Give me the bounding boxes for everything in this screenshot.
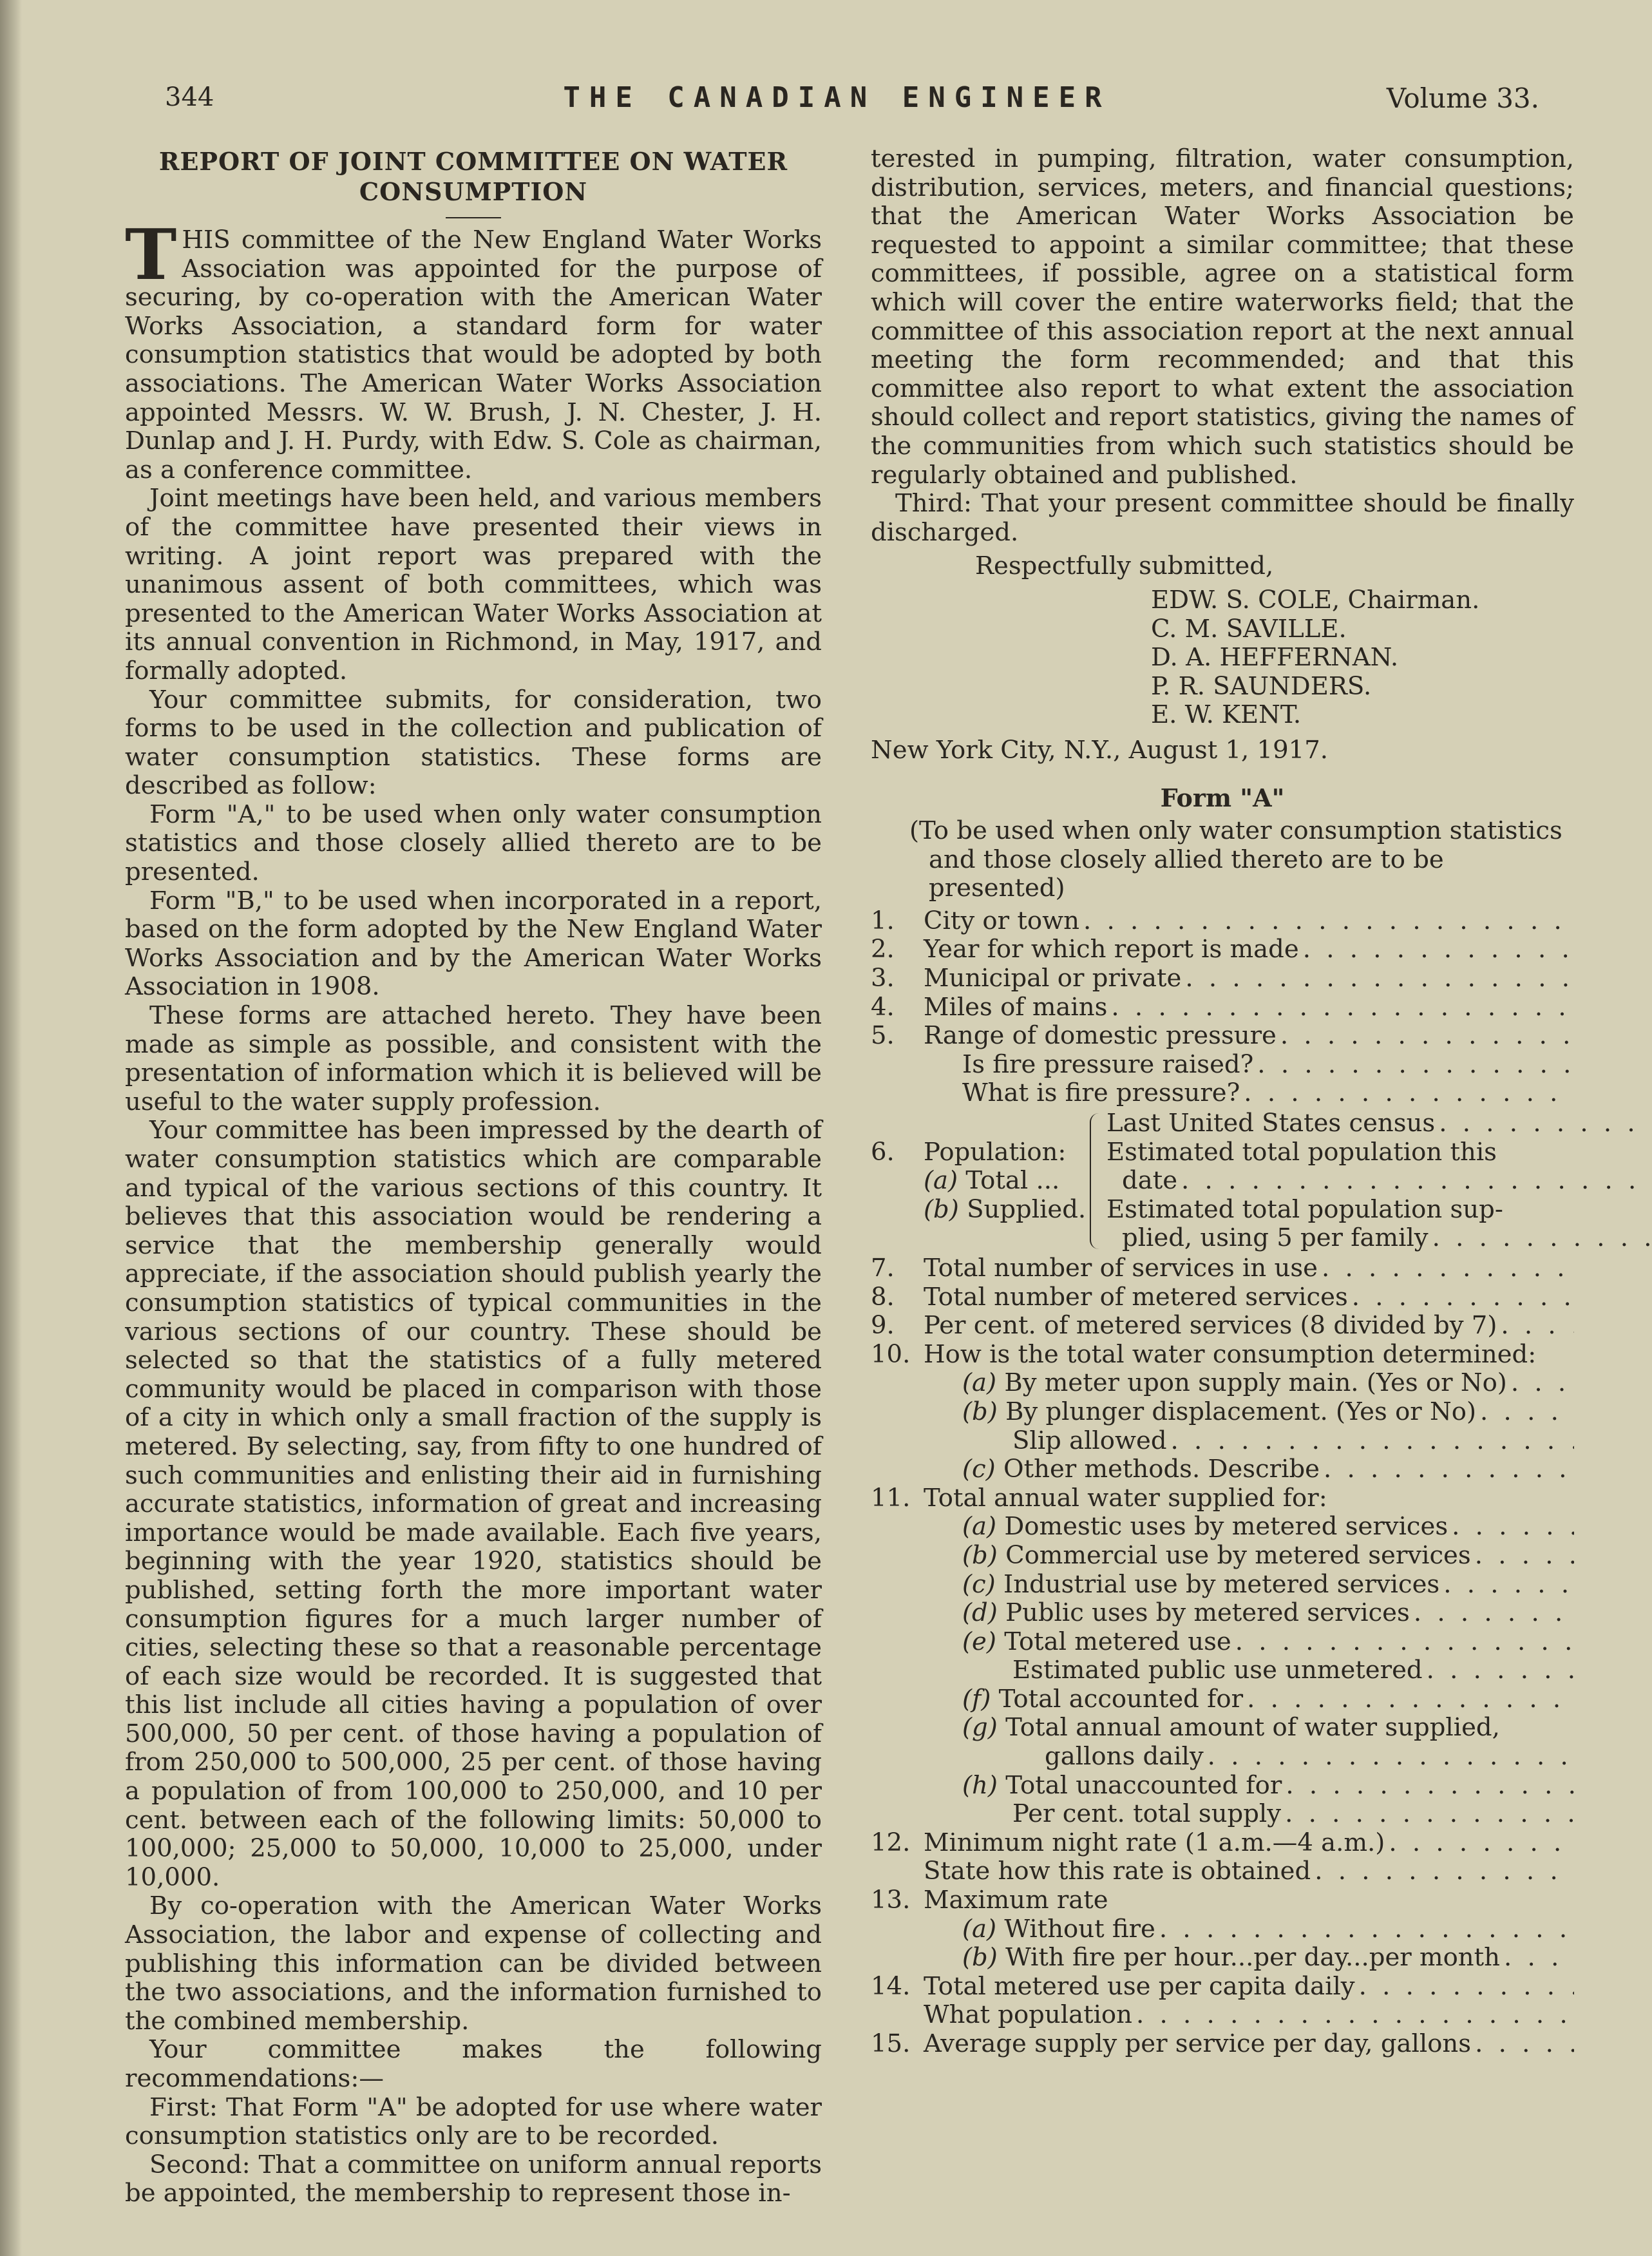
item-label: date bbox=[1122, 1166, 1178, 1196]
form-a-subtitle: (To be used when only water consumption statistics and those closely allied thereto are to be presented) bbox=[909, 816, 1562, 903]
item-tag: (a) bbox=[962, 1914, 997, 1944]
paragraph-2: Joint meetings have been held, and various members of the committee have presented their views in writing. A joint report was prepared with the unanimous assent of both committees, which was presented to the American Water Works Association at its annual convention in Richmond, in May, 1917, and formally adopted. bbox=[125, 484, 822, 685]
leader-dots bbox=[1208, 1743, 1574, 1772]
population-labels bbox=[871, 1109, 1090, 1253]
item-tag: (b) bbox=[962, 1540, 998, 1570]
form-item bbox=[871, 1254, 1574, 1283]
form-subitem bbox=[871, 1800, 1574, 1829]
item-number: 7. bbox=[871, 1253, 895, 1283]
item-number: 14. bbox=[871, 1971, 911, 2001]
journal-title: THE CANADIAN ENGINEER bbox=[563, 81, 1111, 114]
leader-dots bbox=[1443, 1571, 1574, 1600]
item-label: Supplied. bbox=[967, 1194, 1087, 1224]
leader-dots bbox=[1475, 1542, 1574, 1571]
item-label: Domestic uses by metered services bbox=[1004, 1512, 1448, 1542]
leader-dots bbox=[1427, 1656, 1574, 1685]
form-subitem bbox=[871, 1599, 1574, 1628]
form-item bbox=[871, 1341, 1574, 1370]
item-label: Other methods. Describe bbox=[1003, 1455, 1320, 1484]
paragraph-1-text: HIS committee of the New England Water Works Association was appointed for the purpose of securing, by co-operation with the American Water Works Association, a standard form for water consumption statistics that would be adopted by both associations. The American Water Works Association appointed Messrs. W. W. Brush, J. N. Chester, J. H. Dunlap and J. H. Purdy, with Edw. S. Cole as chairman, as a conference committee. bbox=[125, 225, 822, 484]
paragraph-intro bbox=[125, 215, 822, 484]
form-subitem bbox=[871, 1944, 1574, 1973]
leader-dots bbox=[1322, 1254, 1574, 1283]
leader-dots bbox=[1432, 1224, 1652, 1253]
respectfully-submitted: Respectfully submitted, bbox=[975, 551, 1274, 581]
item-label: Estimated total population sup- bbox=[1106, 1194, 1503, 1224]
item-label: Range of domestic pressure bbox=[924, 1021, 1277, 1051]
leader-dots bbox=[1504, 1944, 1574, 1973]
title-line-2: CONSUMPTION bbox=[359, 177, 588, 206]
item-label: With fire per hour...per day...per month bbox=[1005, 1943, 1501, 1973]
dateline: New York City, N.Y., August 1, 1917. bbox=[871, 735, 1328, 765]
paragraph-12: terested in pumping, filtration, water consumption, distribution, services, meters, and financial questions; that the American Water Works Association be requested to appoint a similar committee; that these committees, if possible, agree on a statistical form which will cover the entire waterworks field; that the committee of this association report at the next annual meeting the form recommended; and that this committee also report to what extent the association should collect and report statistics, giving the names of the communities from which such statistics should be regularly obtained and published. bbox=[871, 144, 1574, 490]
item-label: Municipal or private bbox=[924, 964, 1182, 993]
item-number: 1. bbox=[871, 906, 895, 935]
form-subitem bbox=[871, 1051, 1574, 1080]
item-label: Minimum night rate (1 a.m.—4 a.m.) bbox=[924, 1828, 1385, 1857]
brace bbox=[1090, 1113, 1103, 1249]
form-subitem bbox=[871, 1079, 1574, 1108]
form-subitem bbox=[871, 1398, 1574, 1427]
item-label: Total number of services in use bbox=[924, 1253, 1318, 1283]
item-number: 11. bbox=[871, 1483, 911, 1513]
leader-dots bbox=[1280, 1022, 1574, 1051]
item-label: Last United States census bbox=[1106, 1109, 1436, 1138]
page bbox=[22, 0, 1652, 2256]
form-item bbox=[871, 1829, 1574, 1858]
item-tag: (h) bbox=[962, 1770, 998, 1800]
form-subitem bbox=[871, 1455, 1574, 1484]
binding-gutter bbox=[0, 0, 22, 2256]
form-a-title: Form "A" bbox=[1160, 783, 1285, 813]
leader-dots bbox=[1475, 2030, 1574, 2059]
item-label: gallons daily bbox=[1045, 1742, 1204, 1772]
item-label: Total accounted for bbox=[998, 1684, 1244, 1714]
item-tag: (a) bbox=[924, 1166, 958, 1196]
item-label: What population bbox=[924, 2000, 1132, 2030]
item-number: 4. bbox=[871, 992, 895, 1022]
leader-dots bbox=[1286, 1772, 1574, 1801]
item-number: 2. bbox=[871, 935, 895, 964]
item-label: Estimated total population this bbox=[1106, 1137, 1497, 1167]
item-tag: (e) bbox=[962, 1627, 996, 1656]
left-column bbox=[125, 145, 822, 2208]
item-label: Slip allowed bbox=[1012, 1426, 1167, 1455]
title-rule bbox=[446, 217, 501, 218]
paragraph-7: Your committee has been impressed by the dearth of water consumption statistics which are comparable and typical of the various sections of this country. It believes that this association would be rendering a service that the membership generally would appreciate, if the association should publish yearly the consumption statistics of typical communities in the various sections of our country. These should be selected so that the statistics of a fully metered community would be placed in comparison with those of a city in which only a small fraction of the supply is metered. By selecting, say, from fifty to one hundred of such communities and enlisting their aid in furnishing accurate statistics, information of great and increasing importance would be made available. Each five years, beginning with the year 1920, statistics should be published, setting forth the more important water consumption figures for a much larger number of cities, selecting these so that a reasonable percentage of each size would be recorded. It is suggested that this list include all cities having a population of over 500,000, 50 per cent. of those having a population of from 250,000 to 500,000, 25 per cent. of those having a population of from 100,000 to 250,000, and 10 per cent. between each of the following limits: 50,000 to 100,000; 25,000 to 50,000, 10,000 to 25,000, under 10,000. bbox=[125, 1116, 822, 1892]
item-label: Miles of mains bbox=[924, 992, 1108, 1022]
item-label: Total number of metered services bbox=[924, 1282, 1348, 1312]
paragraph-9: Your committee makes the following recommendations:— bbox=[125, 2035, 822, 2093]
form-subitem bbox=[871, 1513, 1574, 1542]
leader-dots bbox=[1235, 1628, 1574, 1657]
item-tag: (c) bbox=[962, 1569, 996, 1599]
item-number: 5. bbox=[871, 1021, 895, 1051]
item-label: Total ... bbox=[965, 1166, 1060, 1196]
leader-dots bbox=[1083, 907, 1574, 936]
item-label: Public uses by metered services bbox=[1005, 1598, 1410, 1628]
item-label: How is the total water consumption determined: bbox=[924, 1339, 1537, 1369]
form-item bbox=[871, 935, 1574, 964]
form-subitem bbox=[871, 1685, 1574, 1714]
item-label: Without fire bbox=[1004, 1914, 1155, 1944]
leader-dots bbox=[1389, 1829, 1574, 1858]
paragraph-8: By co-operation with the American Water Works Association, the labor and expense of collecting and publishing this information can be divided between the two associations, and the information furnished to the combined membership. bbox=[125, 1891, 822, 2036]
leader-dots bbox=[1181, 1167, 1652, 1196]
form-item bbox=[871, 1484, 1574, 1513]
leader-dots bbox=[1244, 1079, 1574, 1108]
item-label: Total metered use bbox=[1004, 1627, 1231, 1656]
paragraph-11: Second: That a committee on uniform annual reports be appointed, the membership to represent those in- bbox=[125, 2150, 822, 2208]
form-item bbox=[871, 1022, 1574, 1051]
item-label: What is fire pressure? bbox=[962, 1078, 1240, 1108]
leader-dots bbox=[1324, 1455, 1574, 1484]
paragraph-6: These forms are attached hereto. They have been made as simple as possible, and consistent with the presentation of information which it is believed will be useful to the water supply profession. bbox=[125, 1001, 822, 1116]
leader-dots bbox=[1359, 1973, 1574, 2002]
form-item bbox=[871, 1973, 1574, 2002]
leader-dots bbox=[1247, 1685, 1574, 1714]
leader-dots bbox=[1171, 1427, 1574, 1456]
leader-dots bbox=[1352, 1283, 1574, 1312]
signatory: EDW. S. COLE, Chairman. bbox=[1151, 585, 1480, 615]
item-label: Total annual water supplied for: bbox=[924, 1483, 1327, 1513]
form-subitem bbox=[871, 1743, 1574, 1772]
leader-dots bbox=[1136, 2001, 1574, 2030]
form-item bbox=[871, 993, 1574, 1022]
item-tag: (f) bbox=[962, 1684, 991, 1714]
leader-dots bbox=[1501, 1312, 1574, 1341]
item-label: Estimated public use unmetered bbox=[1012, 1656, 1423, 1685]
item-label: Industrial use by metered services bbox=[1003, 1569, 1440, 1599]
leader-dots bbox=[1257, 1051, 1574, 1080]
item-label: Population: bbox=[924, 1137, 1067, 1167]
item-tag: (b) bbox=[924, 1194, 959, 1224]
form-item bbox=[871, 2030, 1574, 2059]
paragraph-10: First: That Form "A" be adopted for use where water consumption statistics only are to be recorded. bbox=[125, 2092, 822, 2151]
leader-dots bbox=[1452, 1513, 1574, 1542]
form-item bbox=[871, 907, 1574, 936]
item-label: plied, using 5 per family bbox=[1122, 1223, 1429, 1253]
item-tag: (b) bbox=[962, 1943, 998, 1973]
item-label: State how this rate is obtained bbox=[924, 1857, 1311, 1886]
item-tag: (b) bbox=[962, 1397, 998, 1426]
signatory: C. M. SAVILLE. bbox=[1151, 614, 1347, 644]
leader-dots bbox=[1439, 1109, 1652, 1138]
form-item bbox=[871, 1283, 1574, 1312]
leader-dots bbox=[1511, 1369, 1574, 1398]
article-title bbox=[125, 146, 822, 207]
form-subitem bbox=[871, 1427, 1574, 1456]
signatory: P. R. SAUNDERS. bbox=[1151, 671, 1372, 701]
form-subitem bbox=[871, 1628, 1574, 1657]
item-number: 9. bbox=[871, 1311, 895, 1341]
item-number: 12. bbox=[871, 1828, 911, 1857]
signatory: D. A. HEFFERNAN. bbox=[1151, 643, 1399, 673]
population-block bbox=[871, 1109, 1574, 1253]
form-subitem bbox=[871, 1714, 1574, 1743]
title-line-1: REPORT OF JOINT COMMITTEE ON WATER bbox=[158, 147, 788, 176]
item-label: By meter upon supply main. (Yes or No) bbox=[1004, 1368, 1507, 1398]
item-label: City or town bbox=[924, 906, 1079, 935]
item-label: Total metered use per capita daily bbox=[924, 1971, 1355, 2001]
running-header bbox=[22, 76, 1652, 121]
item-label: Per cent. of metered services (8 divided by 7) bbox=[924, 1311, 1497, 1341]
item-label: By plunger displacement. (Yes or No) bbox=[1005, 1397, 1477, 1426]
item-tag: (a) bbox=[962, 1512, 997, 1542]
form-subitem bbox=[871, 1857, 1574, 1886]
item-label: Commercial use by metered services bbox=[1005, 1540, 1471, 1570]
item-number: 13. bbox=[871, 1886, 911, 1915]
item-label: Per cent. total supply bbox=[1012, 1799, 1282, 1829]
paragraph-4: Form "A," to be used when only water consumption statistics and those closely allied thereto are to be presented. bbox=[125, 799, 822, 887]
item-tag: (g) bbox=[962, 1713, 998, 1743]
right-column bbox=[871, 145, 1574, 2059]
page-number: 344 bbox=[165, 82, 214, 112]
form-subitem bbox=[871, 1369, 1574, 1398]
item-number: 15. bbox=[871, 2029, 911, 2058]
item-label: Year for which report is made bbox=[924, 935, 1299, 964]
item-label: Maximum rate bbox=[924, 1886, 1108, 1915]
item-label: Total annual amount of water supplied, bbox=[1005, 1713, 1500, 1743]
form-subitem bbox=[871, 1772, 1574, 1801]
population-options bbox=[1106, 1109, 1652, 1253]
form-item bbox=[871, 1312, 1574, 1341]
item-number: 6. bbox=[871, 1137, 895, 1167]
form-item bbox=[871, 1886, 1574, 1915]
signatory: E. W. KENT. bbox=[1151, 700, 1302, 730]
item-label: Is fire pressure raised? bbox=[962, 1049, 1254, 1079]
leader-dots bbox=[1414, 1599, 1574, 1628]
item-tag: (a) bbox=[962, 1368, 997, 1398]
paragraph-5: Form "B," to be used when incorporated in a report, based on the form adopted by the New England Water Works Association and by the American Water Works Association in 1908. bbox=[125, 886, 822, 1002]
form-subitem bbox=[871, 1915, 1574, 1944]
leader-dots bbox=[1480, 1398, 1574, 1427]
volume-label: Volume 33. bbox=[1386, 82, 1539, 114]
paragraph-3: Your committee submits, for consideration, two forms to be used in the collection and publication of water consumption statistics. These forms are described as follow: bbox=[125, 685, 822, 801]
form-subitem bbox=[871, 2001, 1574, 2030]
leader-dots bbox=[1303, 935, 1574, 964]
form-item bbox=[871, 964, 1574, 993]
leader-dots bbox=[1111, 993, 1574, 1022]
drop-cap: T bbox=[125, 215, 177, 296]
item-label: Average supply per service per day, gallons bbox=[924, 2029, 1472, 2058]
form-subitem bbox=[871, 1571, 1574, 1600]
form-subitem bbox=[871, 1542, 1574, 1571]
leader-dots bbox=[1285, 1800, 1574, 1829]
item-number: 3. bbox=[871, 964, 895, 993]
leader-dots bbox=[1315, 1857, 1574, 1886]
item-label: Total unaccounted for bbox=[1005, 1770, 1282, 1800]
item-tag: (d) bbox=[962, 1598, 998, 1628]
item-number: 8. bbox=[871, 1282, 895, 1312]
item-tag: (c) bbox=[962, 1455, 996, 1484]
signature-block bbox=[1151, 586, 1574, 730]
form-subitem bbox=[871, 1656, 1574, 1685]
leader-dots bbox=[1185, 964, 1574, 993]
item-number: 10. bbox=[871, 1339, 911, 1369]
leader-dots bbox=[1159, 1915, 1574, 1944]
paragraph-13: Third: That your present committee should be finally discharged. bbox=[871, 489, 1574, 547]
